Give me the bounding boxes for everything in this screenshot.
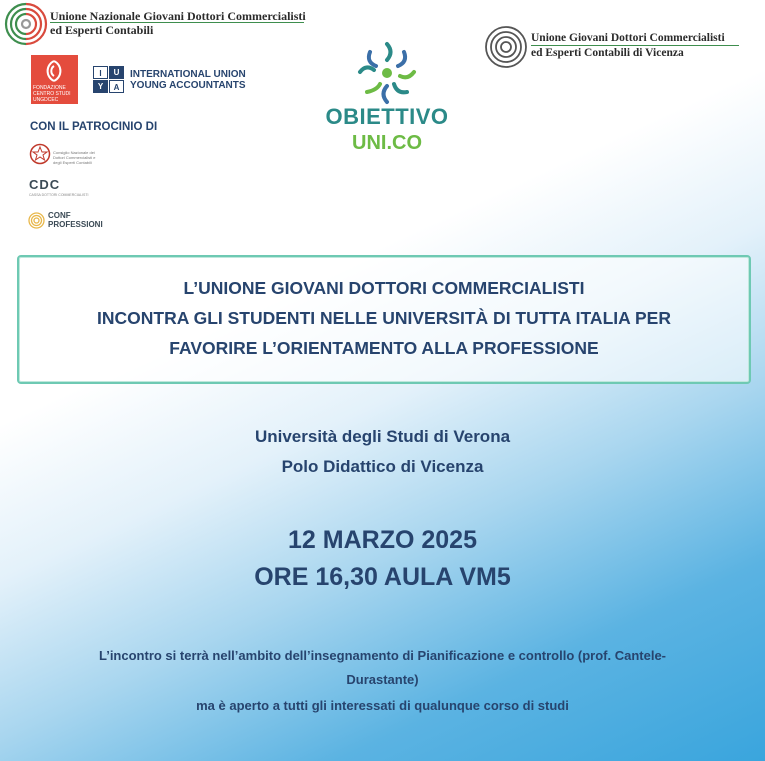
ungdc-fingerprint-icon <box>2 0 50 46</box>
ungdc-name-line1: Unione Nazionale Giovani Dottori Commercialisti <box>50 9 306 23</box>
title-line3: FAVORIRE L’ORIENTAMENTO ALLA PROFESSIONE <box>169 338 599 358</box>
cndcec-seal-icon <box>29 143 51 165</box>
cndcec-text: Consiglio Nazionale dei Dottori Commercialisti e degli Esperti Contabili <box>53 150 96 165</box>
iuya-name-line2: YOUNG ACCOUNTANTS <box>130 80 246 91</box>
confprofessioni-line1: CONF <box>48 211 71 220</box>
title-line1: L’UNIONE GIOVANI DOTTORI COMMERCIALISTI <box>183 278 585 298</box>
ungdc-logo <box>0 0 310 48</box>
vicenza-fingerprint-icon <box>484 25 528 69</box>
university-name: Università degli Studi di Verona <box>254 427 511 446</box>
unico-wordmark: UNI.CO <box>352 132 422 154</box>
event-time-room: ORE 16,30 AULA VM5 <box>254 563 511 591</box>
iuya-name-line1: INTERNATIONAL UNION <box>130 69 246 80</box>
vicenza-name-line2: ed Esperti Contabili di Vicenza <box>531 47 684 59</box>
confprofessioni-icon <box>28 212 45 229</box>
obiettivo-star-icon <box>352 40 422 106</box>
note-line1: L’incontro si terrà nell’ambito dell’insegnamento di Pianificazione e controllo (prof. Cantele- <box>98 648 667 663</box>
iuya-cell-y: Y <box>93 80 108 93</box>
event-date: 12 MARZO 2025 <box>288 526 477 554</box>
cdc-logo: CDC <box>29 177 61 192</box>
iuya-logo-grid <box>93 66 125 94</box>
patrocinio-label: CON IL PATROCINIO DI <box>30 121 158 133</box>
vicenza-divider <box>531 45 739 46</box>
fondazione-logo <box>31 55 78 104</box>
fondazione-mark-icon <box>41 59 67 83</box>
cdc-text: CASSA DOTTORI COMMERCIALISTI <box>29 193 89 197</box>
confprofessioni-line2: PROFESSIONI <box>48 220 103 229</box>
campus-name: Polo Didattico di Vicenza <box>281 457 484 476</box>
note-line2: Durastante) <box>346 672 419 687</box>
title-box <box>17 255 751 384</box>
title-line2: INCONTRA GLI STUDENTI NELLE UNIVERSITÀ DI TUTTA ITALIA PER <box>97 308 671 328</box>
obiettivo-wordmark: OBIETTIVO <box>325 104 449 129</box>
iuya-cell-a: A <box>109 80 124 93</box>
iuya-cell-u: U <box>109 66 124 79</box>
iuya-cell-i: I <box>93 66 108 79</box>
fondazione-text: FONDAZIONE CENTRO STUDI UNGDCEC <box>33 85 71 103</box>
ungdc-name-line2: ed Esperti Contabili <box>50 23 154 37</box>
vicenza-name-line1: Unione Giovani Dottori Commercialisti <box>531 32 725 44</box>
note-line3: ma è aperto a tutti gli interessati di qualunque corso di studi <box>196 698 569 713</box>
